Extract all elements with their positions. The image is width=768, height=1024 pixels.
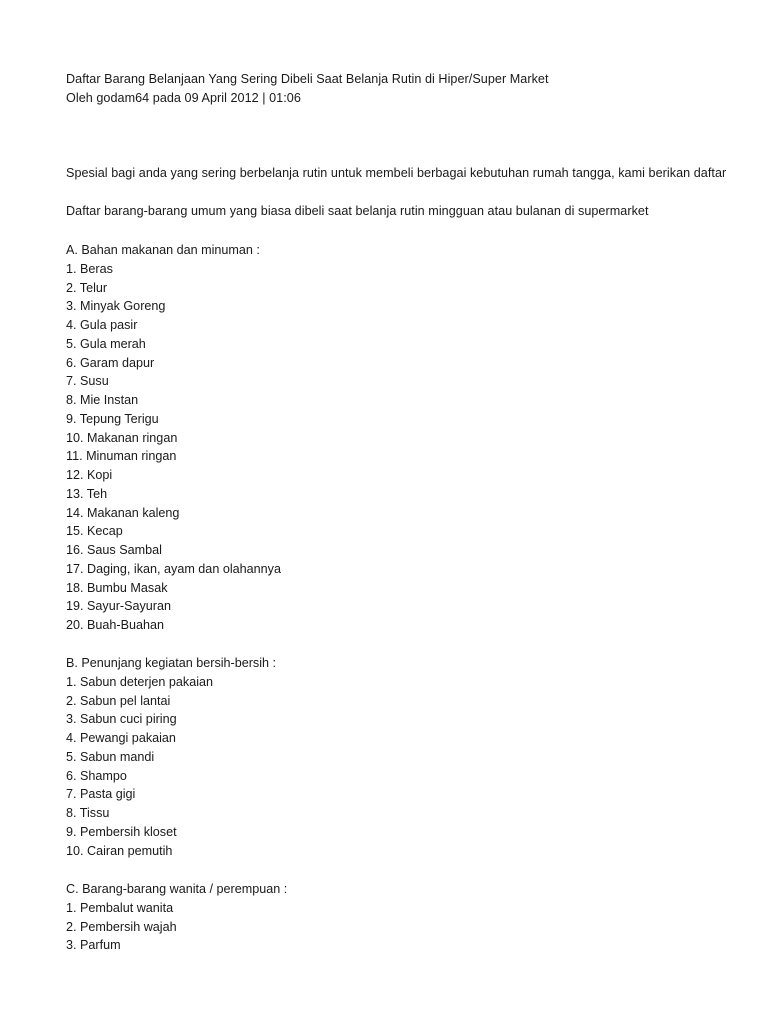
list-item: 19. Sayur-Sayuran [66,599,172,614]
section-heading: B. Penunjang kegiatan bersih-bersih : [66,656,277,670]
list-item: 10. Cairan pemutih [66,843,173,858]
list-item: 1. Sabun deterjen pakaian [66,674,214,689]
intro-paragraph-1-clip [66,165,727,183]
document-byline: Oleh godam64 pada 09 April 2012 | 01:06 [66,91,301,105]
document-title: Daftar Barang Belanjaan Yang Sering Dibeli Saat Belanja Rutin di Hiper/Super Market [66,72,549,86]
list-item: 6. Shampo [66,768,127,783]
list-item: 11. Minuman ringan [66,449,177,464]
list-item: 2. Telur [66,280,108,295]
list-item: 4. Pewangi pakaian [66,731,176,745]
list-item: 9. Tepung Terigu [66,411,159,426]
list-item: 13. Teh [66,486,108,501]
list-item: 9. Pembersih kloset [66,824,177,839]
list-item: 1. Beras [66,261,113,276]
list-item: 2. Pembersih wajah [66,919,177,934]
list-item: 17. Daging, ikan, ayam dan olahannya [66,561,281,576]
list-item: 5. Gula merah [66,336,146,351]
list-item: 3. Sabun cuci piring [66,712,177,727]
section-heading: C. Barang-barang wanita / perempuan : [66,882,288,896]
list-item: 1. Pembalut wanita [66,900,174,915]
list-item: 15. Kecap [66,524,123,539]
list-item: 2. Sabun pel lantai [66,693,171,708]
list-item: 8. Mie Instan [66,393,139,407]
list-item: 8. Tissu [66,806,110,820]
intro-paragraph-2-clip [66,203,648,221]
list-item: 10. Makanan ringan [66,430,178,445]
list-item: 16. Saus Sambal [66,543,162,557]
list-item: 3. Minyak Goreng [66,299,166,314]
list-item: 3. Parfum [66,938,121,953]
list-item: 6. Garam dapur [66,355,155,370]
list-item: 4. Gula pasir [66,318,138,332]
intro-paragraph-2: Daftar barang-barang umum yang biasa dibeli saat belanja rutin mingguan atau bulanan di supermarket [66,204,649,218]
list-item: 14. Makanan kaleng [66,505,180,520]
list-item: 20. Buah-Buahan [66,618,165,632]
list-item: 5. Sabun mandi [66,749,155,764]
list-item: 12. Kopi [66,468,113,482]
intro-paragraph-1: Spesial bagi anda yang sering berbelanja rutin untuk membeli berbagai kebutuhan rumah tangga, kami berikan daftar [66,166,727,180]
list-item: 18. Bumbu Masak [66,580,168,595]
list-item: 7. Susu [66,374,109,389]
section-heading: A. Bahan makanan dan minuman : [66,243,260,257]
list-item: 7. Pasta gigi [66,787,136,802]
